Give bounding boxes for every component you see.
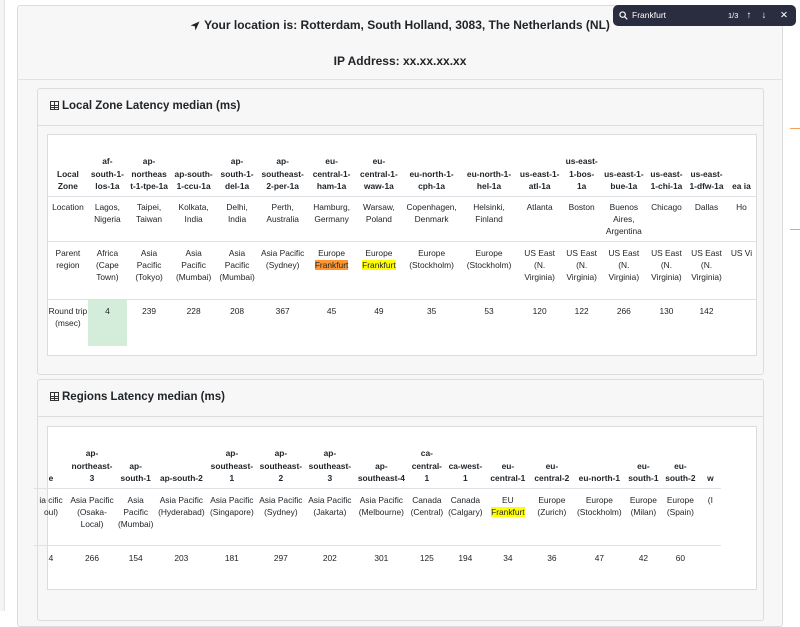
table-cell: Perth, Australia xyxy=(258,197,307,242)
parent-region-text: Asia Pacific (Singapore) xyxy=(209,495,254,518)
table-cell: 53 xyxy=(461,300,517,346)
column-header: eu-south-1 xyxy=(628,460,659,483)
table-cell: 301 xyxy=(354,546,408,586)
table-cell: Dallas xyxy=(686,197,727,242)
find-input[interactable]: Frankfurt xyxy=(632,10,667,20)
table-cell: Ho xyxy=(727,197,756,242)
table-cell: Hamburg, Germany xyxy=(307,197,355,242)
table-cell: 194 xyxy=(445,546,485,586)
table-cell: 367 xyxy=(258,300,307,346)
parent-region-text: Africa (Cape Town) xyxy=(95,248,119,283)
table-cell: 208 xyxy=(216,300,258,346)
table-cell xyxy=(155,489,207,546)
table-cell: 47 xyxy=(573,546,625,586)
find-highlight: Frankfurt xyxy=(491,507,525,518)
find-close-button[interactable] xyxy=(777,8,791,23)
table-cell xyxy=(699,489,721,546)
parent-region-text: US East (N. Virginia) xyxy=(691,248,722,283)
parent-region-text: Asia Pacific (Jakarta) xyxy=(308,495,352,518)
find-next-button[interactable] xyxy=(757,8,771,23)
parent-region-text: US East (N. Virginia) xyxy=(651,248,682,283)
regions-title-text: Regions Latency median (ms) xyxy=(62,391,225,403)
main-container xyxy=(17,5,783,627)
table-cell xyxy=(661,489,699,546)
table-cell xyxy=(307,242,355,300)
page-edge xyxy=(0,0,5,611)
column-header: eu-north-1 xyxy=(578,472,621,483)
arrow-up-icon: ↑ xyxy=(746,10,752,21)
table-cell: 130 xyxy=(647,300,686,346)
column-header: eu-central-1-waw-1a xyxy=(360,156,398,191)
parent-region-text: US East (N. Virginia) xyxy=(608,248,640,283)
find-highlight: Frankfurt xyxy=(314,260,349,271)
table-cell xyxy=(68,489,116,546)
search-icon xyxy=(619,11,628,20)
parent-region-text: Asia Pacific (Tokyo) xyxy=(135,248,163,283)
table-cell: Warsaw, Poland xyxy=(356,197,402,242)
table-cell xyxy=(461,242,517,300)
table-cell xyxy=(601,242,647,300)
column-header: ap-northeast-3 xyxy=(71,448,113,483)
divider xyxy=(18,79,782,80)
column-header: ap-south-1-del-1a xyxy=(220,156,254,191)
table-cell xyxy=(88,242,127,300)
row-label: Round trip (msec) xyxy=(48,300,88,346)
local-zone-card-header xyxy=(38,89,763,126)
column-header: eu-central-2 xyxy=(534,460,570,483)
table-cell xyxy=(34,489,68,546)
table-cell: 297 xyxy=(256,546,305,586)
row-label: Parent region xyxy=(48,242,88,300)
table-cell: Taipei, Taiwan xyxy=(127,197,171,242)
column-header: us-east-1-dfw-1a xyxy=(689,168,724,191)
parent-region-text: Europe (Spain) xyxy=(666,495,694,518)
column-header: e xyxy=(48,472,54,483)
table-cell xyxy=(686,242,727,300)
table-cell xyxy=(216,242,258,300)
table-icon xyxy=(50,101,59,110)
table-cell: 120 xyxy=(517,300,563,346)
table-cell xyxy=(356,242,402,300)
local-zone-card xyxy=(37,88,764,375)
table-cell: Copenhagen, Denmark xyxy=(402,197,461,242)
find-bar xyxy=(613,5,796,26)
table-cell: 142 xyxy=(686,300,727,346)
parent-region-text: Europe xyxy=(318,248,346,258)
column-header: ap-northeast-1-tpe-1a xyxy=(130,156,168,191)
table-cell: 266 xyxy=(68,546,116,586)
local-zone-title-text: Local Zone Latency median (ms) xyxy=(62,100,241,112)
regions-card xyxy=(37,379,764,621)
table-cell: Boston xyxy=(562,197,600,242)
parent-region-text: Canada (Central) xyxy=(410,495,444,518)
parent-region-text: Asia Pacific (Mumbai) xyxy=(219,248,255,283)
parent-region-text: Europe (Milan) xyxy=(629,495,657,518)
table-cell: 35 xyxy=(402,300,461,346)
column-header: w xyxy=(707,472,714,483)
column-header: ap-south-2 xyxy=(159,472,203,483)
column-header: ap-southeast-4 xyxy=(357,460,405,483)
table-cell: 36 xyxy=(530,546,573,586)
table-cell: 181 xyxy=(207,546,256,586)
local-zone-table-wrapper[interactable] xyxy=(47,134,757,356)
table-cell: 45 xyxy=(307,300,355,346)
table-cell xyxy=(562,242,600,300)
column-header: ap-south-1 xyxy=(120,460,151,483)
table-cell xyxy=(402,242,461,300)
table-cell: Delhi, India xyxy=(216,197,258,242)
table-cell xyxy=(171,242,216,300)
parent-region-text: US East (N. Virginia) xyxy=(566,248,598,283)
table-cell: 4 xyxy=(34,546,68,586)
column-header: ap-southeast-2 xyxy=(259,448,303,483)
table-cell: 34 xyxy=(485,546,530,586)
column-header: ap-southeast-1 xyxy=(210,448,254,483)
column-header: eu-central-1-ham-1a xyxy=(312,156,351,191)
location-arrow-icon xyxy=(190,21,200,31)
column-header: ap-southeast-2-per-1a xyxy=(261,156,304,191)
table-cell xyxy=(127,242,171,300)
parent-region-text: Asia Pacific (Mumbai) xyxy=(118,495,154,530)
table-cell: 239 xyxy=(127,300,171,346)
column-header: us-east-1-atl-1a xyxy=(519,168,560,191)
parent-region-text: EU xyxy=(502,495,514,505)
table-cell xyxy=(354,489,408,546)
close-icon: ✕ xyxy=(780,10,788,21)
table-cell xyxy=(727,242,756,300)
column-header: eu-south-2 xyxy=(665,460,696,483)
column-header: us-east-1-chi-1a xyxy=(650,168,683,191)
table-cell: 154 xyxy=(116,546,155,586)
parent-region-text: Europe (Stockholm) xyxy=(409,248,454,271)
table-cell: Kolkata, India xyxy=(171,197,216,242)
find-match-count: 1/3 xyxy=(728,11,739,20)
regions-table-wrapper[interactable] xyxy=(39,426,757,590)
table-cell xyxy=(408,489,445,546)
arrow-down-icon: ↓ xyxy=(761,10,767,21)
parent-region-text: Canada (Calgary) xyxy=(448,495,483,518)
regions-table xyxy=(34,427,721,586)
column-header: eu-north-1-hel-1a xyxy=(466,168,512,191)
table-cell: 266 xyxy=(601,300,647,346)
table-cell xyxy=(207,489,256,546)
table-cell xyxy=(530,489,573,546)
location-text: Your location is: Rotterdam, South Holland, 3083, The Netherlands (NL) xyxy=(204,18,610,32)
table-cell: 49 xyxy=(356,300,402,346)
column-header: ea ia xyxy=(732,180,751,191)
table-cell: 228 xyxy=(171,300,216,346)
table-cell xyxy=(727,300,756,346)
table-cell xyxy=(647,242,686,300)
table-cell: Buenos Aires, Argentina xyxy=(601,197,647,242)
find-highlight: Frankfurt xyxy=(362,260,396,271)
table-cell: 203 xyxy=(155,546,207,586)
table-cell: 122 xyxy=(562,300,600,346)
table-cell xyxy=(517,242,563,300)
parent-region-text: Europe xyxy=(365,248,393,258)
table-cell: Chicago xyxy=(647,197,686,242)
table-cell xyxy=(305,489,354,546)
table-cell xyxy=(625,489,661,546)
parent-region-text: Europe (Zurich) xyxy=(537,495,567,518)
regions-card-header xyxy=(38,380,763,417)
parent-region-text: Asia Pacific (Mumbai) xyxy=(175,248,212,283)
column-header: us-east-1-bos-1a xyxy=(565,156,598,191)
column-header: ap-south-1-ccu-1a xyxy=(174,168,213,191)
column-header: ca-west-1 xyxy=(448,460,483,483)
table-cell xyxy=(258,242,307,300)
regions-title xyxy=(50,391,225,403)
column-header: ap-southeast-3 xyxy=(308,448,352,483)
column-header: eu-central-1 xyxy=(490,460,526,483)
parent-region-text: Asia Pacific (Sydney) xyxy=(261,248,305,271)
table-cell xyxy=(116,489,155,546)
local-zone-title xyxy=(50,100,240,112)
column-header: af-south-1-los-1a xyxy=(90,156,124,191)
table-cell: Lagos, Nigeria xyxy=(88,197,127,242)
column-header: eu-north-1-cph-1a xyxy=(409,168,454,191)
parent-region-text: Asia Pacific (Hyderabad) xyxy=(158,495,205,518)
parent-region-text: Asia Pacific (Melbourne) xyxy=(358,495,404,518)
table-cell xyxy=(573,489,625,546)
find-prev-button[interactable] xyxy=(742,8,756,23)
column-header: ca-central-1 xyxy=(411,448,442,483)
column-header: Local Zone xyxy=(56,168,79,191)
parent-region-text: Europe (Stockholm) xyxy=(466,248,512,271)
table-cell: 42 xyxy=(625,546,661,586)
table-cell xyxy=(445,489,485,546)
scroll-marker xyxy=(790,128,800,129)
scroll-marker xyxy=(790,229,800,230)
table-cell xyxy=(485,489,530,546)
parent-region-text: US East (N. Virginia) xyxy=(524,248,555,283)
column-header: us-east-1-bue-1a xyxy=(604,168,644,191)
parent-region-text: Europe (Stockholm) xyxy=(577,495,622,518)
row-label: Location xyxy=(48,197,88,242)
local-zone-table xyxy=(48,135,756,346)
parent-region-text: ia cific oul) xyxy=(39,495,63,518)
table-icon xyxy=(50,392,59,401)
table-cell: 4 xyxy=(88,300,127,346)
parent-region-text: Asia Pacific (Sydney) xyxy=(259,495,303,518)
table-cell: 125 xyxy=(408,546,445,586)
parent-region-text: (I xyxy=(707,495,713,505)
ip-address: IP Address: xx.xx.xx.xx xyxy=(333,54,467,68)
table-cell: 202 xyxy=(305,546,354,586)
parent-region-text: Asia Pacific (Osaka-Local) xyxy=(70,495,114,530)
table-cell: Atlanta xyxy=(517,197,563,242)
table-cell: 60 xyxy=(661,546,699,586)
table-cell xyxy=(699,546,721,586)
table-cell: Helsinki, Finland xyxy=(461,197,517,242)
parent-region-text: US Vi xyxy=(730,248,753,258)
page-right-gutter xyxy=(786,0,800,611)
table-cell xyxy=(256,489,305,546)
